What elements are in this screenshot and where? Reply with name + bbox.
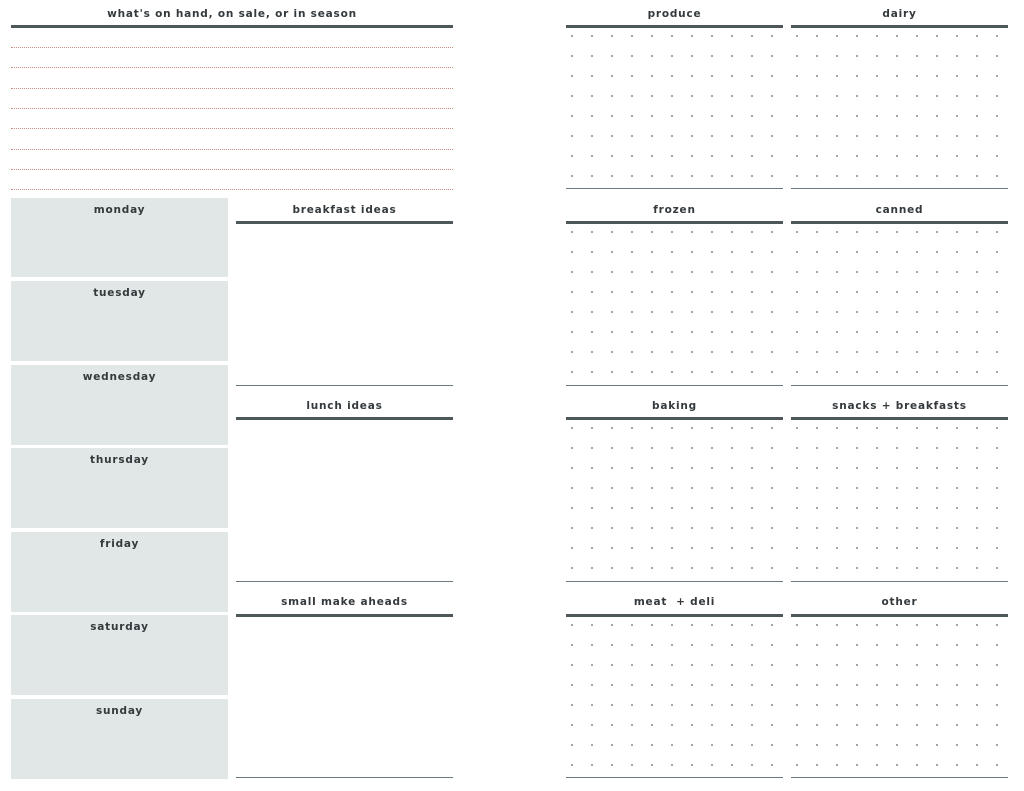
day-block-saturday[interactable] <box>11 615 228 695</box>
lunch-ideas-bottom-rule <box>236 581 453 582</box>
write-line <box>11 108 453 109</box>
make-aheads-title: small make aheads <box>281 596 408 608</box>
day-label: thursday <box>90 454 149 466</box>
make-aheads-bottom-rule <box>236 777 453 778</box>
produce-rule <box>566 25 783 28</box>
dairy-bottom-rule <box>791 188 1008 189</box>
frozen-title: frozen <box>653 204 696 216</box>
meat-deli-bottom-rule <box>566 777 783 778</box>
dairy-rule <box>791 25 1008 28</box>
day-block-sunday[interactable] <box>11 699 228 779</box>
frozen-rule <box>566 221 783 224</box>
snacks-breakfasts-title: snacks + breakfasts <box>832 400 967 412</box>
meat-deli-title: meat + deli <box>633 596 716 608</box>
other-dot-grid[interactable] <box>791 619 1008 775</box>
make-aheads-area[interactable] <box>236 619 453 776</box>
write-line <box>11 47 453 48</box>
canned-dot-grid[interactable] <box>791 226 1008 383</box>
lunch-ideas-area[interactable] <box>236 422 453 580</box>
frozen-bottom-rule <box>566 385 783 386</box>
write-line <box>11 67 453 68</box>
write-line <box>11 88 453 89</box>
baking-dot-grid[interactable] <box>566 422 783 579</box>
canned-rule <box>791 221 1008 224</box>
lunch-ideas-title: lunch ideas <box>306 400 383 412</box>
dairy-dot-grid[interactable] <box>791 30 1008 186</box>
baking-title: baking <box>652 400 697 412</box>
breakfast-ideas-title: breakfast ideas <box>292 204 397 216</box>
baking-rule <box>566 417 783 420</box>
day-block-thursday[interactable] <box>11 448 228 528</box>
breakfast-ideas-rule <box>236 221 453 224</box>
day-block-wednesday[interactable] <box>11 365 228 445</box>
lunch-ideas-rule <box>236 417 453 420</box>
write-line <box>11 128 453 129</box>
inventory-title: what's on hand, on sale, or in season <box>107 8 357 20</box>
write-line <box>11 149 453 150</box>
day-block-monday[interactable] <box>11 198 228 277</box>
meat-deli-dot-grid[interactable] <box>566 619 783 775</box>
baking-bottom-rule <box>566 581 783 582</box>
day-label: friday <box>99 538 140 550</box>
inventory-rule <box>11 25 453 28</box>
day-block-tuesday[interactable] <box>11 281 228 361</box>
meat-deli-rule <box>566 614 783 617</box>
canned-bottom-rule <box>791 385 1008 386</box>
day-label: saturday <box>90 621 149 633</box>
day-block-friday[interactable] <box>11 532 228 612</box>
snacks-breakfasts-rule <box>791 417 1008 420</box>
day-label: wednesday <box>82 371 157 383</box>
write-line <box>11 169 453 170</box>
produce-bottom-rule <box>566 188 783 189</box>
make-aheads-rule <box>236 614 453 617</box>
snacks-breakfasts-dot-grid[interactable] <box>791 422 1008 579</box>
dairy-title: dairy <box>882 8 917 20</box>
canned-title: canned <box>875 204 924 216</box>
other-rule <box>791 614 1008 617</box>
write-line <box>11 189 453 190</box>
day-label: monday <box>93 204 146 216</box>
other-bottom-rule <box>791 777 1008 778</box>
snacks-breakfasts-bottom-rule <box>791 581 1008 582</box>
day-label: sunday <box>95 705 144 717</box>
day-label: tuesday <box>93 287 146 299</box>
breakfast-ideas-area[interactable] <box>236 226 453 384</box>
breakfast-ideas-bottom-rule <box>236 385 453 386</box>
other-title: other <box>881 596 918 608</box>
produce-title: produce <box>647 8 702 20</box>
produce-dot-grid[interactable] <box>566 30 783 186</box>
frozen-dot-grid[interactable] <box>566 226 783 383</box>
